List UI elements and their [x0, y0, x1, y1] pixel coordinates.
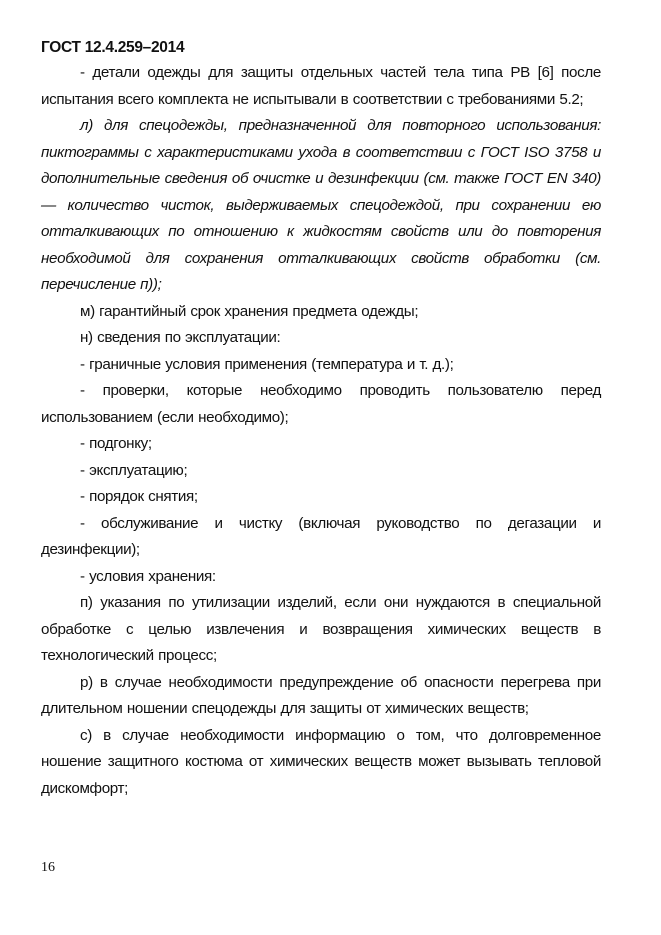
document-header: ГОСТ 12.4.259–2014 [41, 39, 185, 56]
paragraph-protective-parts: - детали одежды для защиты отдельных частей тела типа PB [6] после испытания всего комплекта не испытывали в соответствии с требованиями 5.2; [41, 64, 601, 108]
page-number: 16 [41, 860, 55, 875]
paragraph-item-r: р) в случае необходимости предупреждение об опасности перегрева при длительном ношении спецодежды для защиты от химических веществ; [41, 673, 601, 717]
paragraph-operation: - эксплуатацию; [80, 461, 188, 479]
paragraph-storage: - условия хранения: [80, 567, 216, 585]
document-body [41, 60, 601, 802]
paragraph-item-s: с) в случае необходимости информацию о том, что долговременное ношение защитного костюма от химических веществ может вызывать тепловой дискомфорт; [41, 726, 601, 797]
paragraph-item-n: н) сведения по эксплуатации: [80, 329, 281, 346]
paragraph-removal: - порядок снятия; [80, 488, 198, 505]
paragraph-maintenance: - обслуживание и чистку (включая руководство по дегазации и дезинфекции); [41, 514, 601, 558]
paragraph-item-m: м) гарантийный срок хранения предмета одежды; [80, 302, 419, 320]
paragraph-fitting: - подгонку; [80, 435, 152, 452]
paragraph-item-l: л) для спецодежды, предназначенной для повторного использования: пиктограммы с характеристиками ухода в соответствии с ГОСТ ISO 3758 и дополнительные сведения об очистке и дезинфекции (см. также ГОСТ EN 340) — количество чисток, выдерживаемых спецодеждой, при сохранении ею отталкивающих по отношению к жидкостям свойств или до повторения необходимой для сохранения отталкивающих свойств обработки (см. перечисление п)); [41, 117, 601, 293]
paragraph-item-p: п) указания по утилизации изделий, если они нуждаются в специальной обработке с целью извлечения и возвращения химических веществ в технологический процесс; [41, 594, 601, 664]
paragraph-checks: - проверки, которые необходимо проводить пользователю перед использованием (если необходимо); [41, 382, 601, 426]
paragraph-limit-conditions: - граничные условия применения (температура и т. д.); [80, 355, 454, 373]
